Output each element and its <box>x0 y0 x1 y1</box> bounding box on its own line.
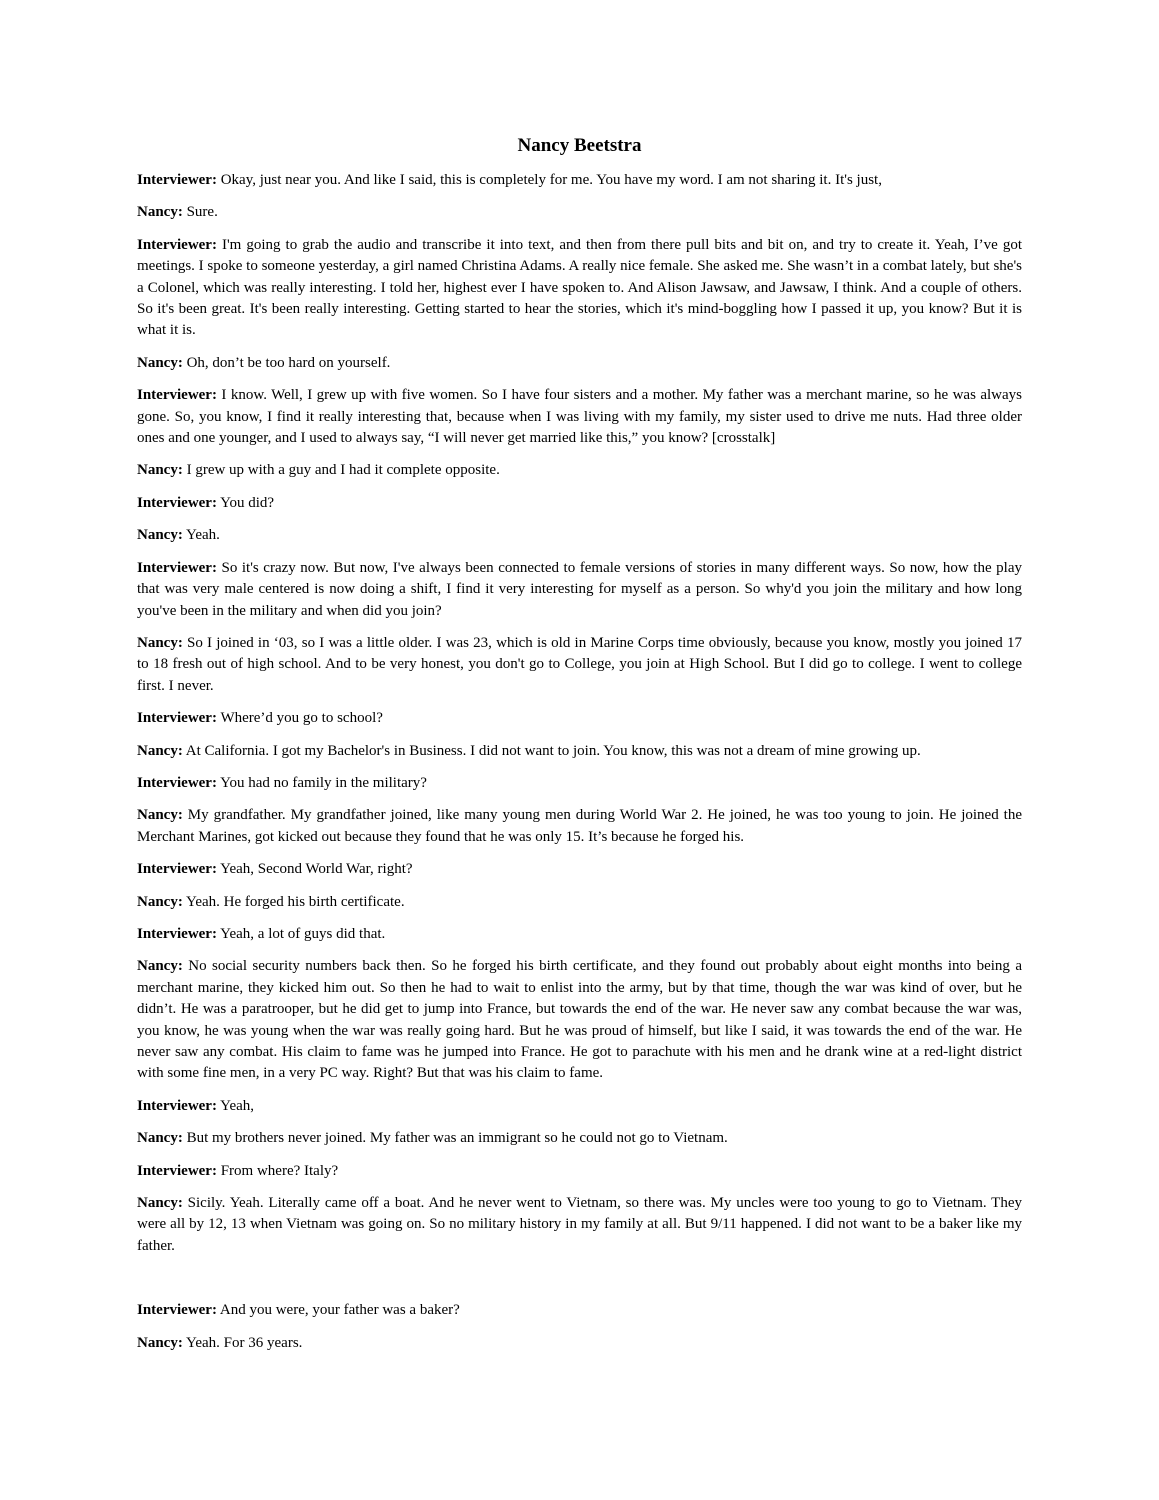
transcript-paragraph <box>137 558 1022 622</box>
paragraph-text: I grew up with a guy and I had it complete opposite. <box>182 462 500 479</box>
paragraph-text: At California. I got my Bachelor's in Business. I did not want to join. You know, this was not a dream of mine growing up. <box>182 742 921 759</box>
speaker-label: Nancy: <box>137 893 183 910</box>
transcript-paragraph <box>137 202 1022 223</box>
paragraph-text: Yeah. He forged his birth certificate. <box>182 893 405 910</box>
paragraph-text: Oh, don’t be too hard on yourself. <box>182 354 391 371</box>
transcript-paragraph <box>137 1128 1022 1149</box>
speaker-label: Interviewer: <box>137 710 217 727</box>
speaker-label: Nancy: <box>137 1130 183 1147</box>
speaker-label: Interviewer: <box>137 1097 217 1114</box>
paragraph-text: Okay, just near you. And like I said, this is completely for me. You have my word. I am not sharing it. It's just, <box>216 172 882 188</box>
paragraph-text: So I joined in ‘03, so I was a little older. I was 23, which is old in Marine Corps time obviously, because you know, mostly you joined 17 to 18 fresh out of high school. And to be very honest, you don't go to College, you join at High School. But I did go to college. I went to college first. I never. <box>137 634 1022 694</box>
paragraph-text: I'm going to grab the audio and transcribe it into text, and then from there pull bits and bit on, and try to create it. Yeah, I’ve got meetings. I spoke to someone yesterday, a girl named Christina Adams. A really nice female. She asked me. She wasn’t in a combat lately, but she's a Colonel, which was really interesting. I told her, highest ever I have spoken to. And Alison Jawsaw, and Jawsaw, I think. And a couple of others. So it's been great. It's been really interesting. Getting started to hear the stories, which it's mind-boggling how I passed it up, you know? But it is what it is. <box>137 236 1022 339</box>
paragraph-text: Yeah. <box>182 527 220 544</box>
speaker-label: Nancy: <box>137 742 183 759</box>
transcript-paragraph <box>137 353 1022 374</box>
speaker-label: Interviewer: <box>137 774 217 791</box>
speaker-label: Nancy: <box>137 1334 183 1351</box>
speaker-label: Nancy: <box>137 807 183 824</box>
transcript-paragraph <box>137 924 1022 945</box>
transcript-paragraph <box>137 892 1022 913</box>
speaker-label: Nancy: <box>137 1195 183 1212</box>
paragraph-text: Yeah, <box>216 1097 255 1114</box>
speaker-label: Interviewer: <box>137 559 217 576</box>
speaker-label: Nancy: <box>137 527 183 544</box>
transcript-paragraph <box>137 493 1022 514</box>
paragraph-text: So it's crazy now. But now, I've always been connected to female versions of stories in many different ways. So now, how the play that was very male centered is now doing a shift, I find it very interesting for myself as a person. So why'd you join the military and how long you've been in the military and when did you join? <box>137 559 1022 619</box>
transcript-paragraph <box>137 1193 1022 1257</box>
transcript-paragraph <box>137 1333 1022 1354</box>
transcript-paragraph <box>137 1300 1022 1321</box>
transcript-paragraph <box>137 235 1022 342</box>
transcript-paragraph <box>137 859 1022 880</box>
transcript-paragraph <box>137 741 1022 762</box>
speaker-label: Interviewer: <box>137 387 217 404</box>
paragraph-text: Sicily. Yeah. Literally came off a boat. And he never went to Vietnam, so there was. My uncles were too young to go to Vietnam. They were all by 12, 13 when Vietnam was going on. So no military history in my family at all. But 9/11 happened. I did not want to be a baker like my father. <box>137 1195 1022 1254</box>
transcript-paragraph <box>137 708 1022 729</box>
transcript-paragraph <box>137 1161 1022 1182</box>
speaker-label: Nancy: <box>137 462 183 479</box>
paragraph-text: Where’d you go to school? <box>216 710 383 727</box>
speaker-label: Nancy: <box>137 634 183 651</box>
paragraph-text: Sure. <box>182 204 218 221</box>
transcript-paragraph <box>137 956 1022 1084</box>
paragraph-text: Yeah, a lot of guys did that. <box>216 925 386 942</box>
speaker-label: Interviewer: <box>137 1302 217 1319</box>
transcript-paragraph <box>137 385 1022 449</box>
transcript-paragraph <box>137 805 1022 848</box>
paragraph-text: And you were, your father was a baker? <box>216 1302 460 1319</box>
speaker-label: Interviewer: <box>137 236 217 253</box>
paragraph-text: You did? <box>216 494 275 511</box>
speaker-label: Nancy: <box>137 204 183 221</box>
transcript-paragraph <box>137 773 1022 794</box>
transcript-paragraph <box>137 460 1022 481</box>
paragraph-text: Yeah, Second World War, right? <box>216 861 413 878</box>
paragraph-text: You had no family in the military? <box>216 774 427 791</box>
paragraph-text: No social security numbers back then. So he forged his birth certificate, and they found out probably about eight months into being a merchant marine, they kicked him out. So then he had to wait to enlist into the army, but by that time, though the war was kind of over, but he didn’t. He was a paratrooper, but he did get to jump into France, but towards the end of the war. He never saw any combat because the war was, you know, he was young when the war was really going hard. But he was proud of himself, but like I said, it was towards the end of the war. He never saw any combat. His claim to fame was he jumped into France. He got to parachute with his men and he drank wine at a red-light district with some fine men, in a very PC way. Right? But that was his claim to fame. <box>137 958 1022 1082</box>
paragraph-text: Yeah. For 36 years. <box>182 1334 303 1351</box>
paragraph-text: I know. Well, I grew up with five women. So I have four sisters and a mother. My father was a merchant marine, so he was always gone. So, you know, I find it really interesting that, because when I was living with my family, my sister used to drive me nuts. Had three older ones and one younger, and I used to always say, “I will never get married like this,” you know? [crosstalk] <box>137 387 1022 447</box>
speaker-label: Interviewer: <box>137 861 217 878</box>
paragraph-text: But my brothers never joined. My father was an immigrant so he could not go to Vietnam. <box>182 1130 728 1147</box>
speaker-label: Interviewer: <box>137 172 217 188</box>
transcript-paragraph <box>137 525 1022 546</box>
speaker-label: Nancy: <box>137 354 183 371</box>
paragraph-gap <box>137 1268 1022 1300</box>
speaker-label: Interviewer: <box>137 925 217 942</box>
document-title: Nancy Beetstra <box>517 135 642 156</box>
transcript-paragraph <box>137 633 1022 697</box>
transcript-page <box>137 134 1022 1365</box>
speaker-label: Interviewer: <box>137 494 217 511</box>
transcript-paragraph <box>137 170 1022 191</box>
transcript-paragraph <box>137 1096 1022 1117</box>
paragraph-text: From where? Italy? <box>216 1162 339 1179</box>
speaker-label: Interviewer: <box>137 1162 217 1179</box>
speaker-label: Nancy: <box>137 958 183 975</box>
paragraph-text: My grandfather. My grandfather joined, like many young men during World War 2. He joined, he was too young to join. He joined the Merchant Marines, got kicked out because they found that he was only 15. It’s because he forged his. <box>137 807 1022 845</box>
